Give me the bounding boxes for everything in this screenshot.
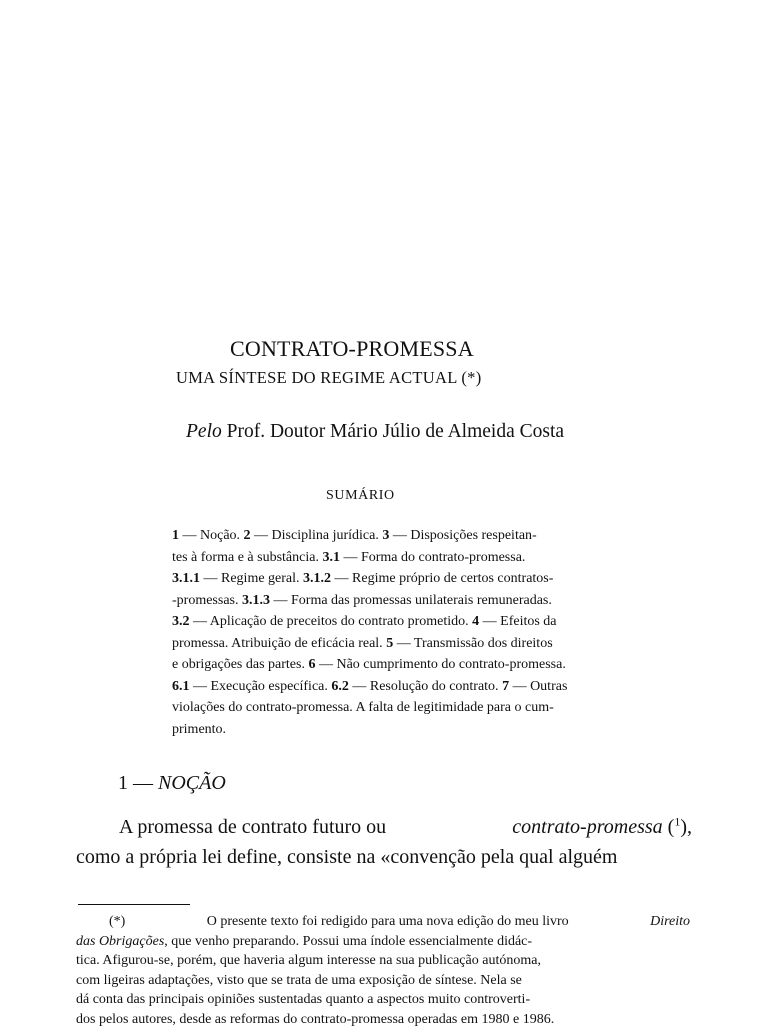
footnote-line	[76, 1010, 690, 1029]
summary-text-segment: — Noção.	[179, 525, 244, 547]
footnote-line	[76, 912, 690, 932]
summary-text-segment: -promessas.	[172, 590, 242, 612]
footnote-text: O presente texto foi redigido para uma nova edição do meu livro	[207, 912, 569, 932]
summary-text-segment: — Efeitos da	[479, 611, 556, 633]
section-heading	[118, 772, 226, 795]
summary-text-segment: — Forma do contrato-promessa.	[340, 547, 525, 569]
summary-text-segment: — Outras	[509, 676, 567, 698]
summary-text-segment: — Disposições respeitan-	[389, 525, 536, 547]
summary-line	[172, 654, 656, 676]
summary-text-segment: — Transmissão dos direitos	[393, 633, 552, 655]
summary-line	[172, 547, 656, 569]
summary-text-segment: — Aplicação de preceitos do contrato prometido.	[190, 611, 473, 633]
footnote-line	[76, 951, 690, 971]
footnote-separator	[78, 904, 190, 905]
summary-text-segment: primento.	[172, 719, 226, 741]
body-line	[76, 842, 692, 872]
body-word: como a própria lei define, consiste na «convenção pela qual alguém	[76, 842, 617, 872]
footnote-ref: ($^1$),	[668, 816, 692, 838]
summary-text-segment: — Regime próprio de certos contratos-	[331, 568, 553, 590]
footnote-text: dá conta das principais opiniões sustentadas quanto a aspectos muito controverti-	[76, 990, 530, 1010]
summary-line	[172, 633, 656, 655]
body-word: A promessa de contrato futuro ou	[119, 812, 386, 842]
summary-text-segment: — Execução específica.	[190, 676, 332, 698]
summary-section-number: 3.1	[322, 547, 340, 569]
summary-text-segment: — Forma das promessas unilaterais remuneradas.	[270, 590, 552, 612]
body-italic-term: contrato-promessa	[512, 816, 662, 838]
summary-section-number: 3.1.1	[172, 568, 200, 590]
footnote-text: com ligeiras adaptações, visto que se trata de uma exposição de síntese. Nela se	[76, 971, 522, 991]
summary-section-number: 6	[308, 654, 315, 676]
summary-line	[172, 697, 656, 719]
body-line	[76, 812, 692, 842]
footnote-ref-number: 1	[674, 814, 680, 828]
summary-text-segment: — Disciplina jurídica.	[251, 525, 383, 547]
summary-line	[172, 611, 656, 633]
author-name: Prof. Doutor Mário Júlio de Almeida Costa	[227, 421, 564, 442]
author-line	[186, 421, 564, 443]
section-title: NOÇÃO	[158, 772, 226, 794]
summary-section-number: 4	[472, 611, 479, 633]
footnote	[76, 912, 690, 1029]
body-paragraph	[76, 812, 692, 872]
summary-line	[172, 568, 656, 590]
footnote-italic: Direito	[650, 912, 690, 932]
summary-text-segment: e obrigações das partes.	[172, 654, 308, 676]
summary-text-segment: promessa. Atribuição de eficácia real.	[172, 633, 386, 655]
summary-text	[172, 525, 656, 740]
summary-text-segment: violações do contrato-promessa. A falta de legitimidade para o cum-	[172, 697, 554, 719]
summary-text-segment: tes à forma e à substância.	[172, 547, 322, 569]
summary-section-number: 3.2	[172, 611, 190, 633]
document-title: CONTRATO-PROMESSA	[230, 336, 474, 362]
footnote-text: dos pelos autores, desde as reformas do contrato-promessa operadas em 1980 e 1986.	[76, 1010, 554, 1029]
summary-text-segment: — Não cumprimento do contrato-promessa.	[315, 654, 565, 676]
summary-section-number: 5	[386, 633, 393, 655]
body-word-group	[512, 812, 692, 842]
summary-heading: SUMÁRIO	[326, 488, 395, 504]
footnote-marker: (*)	[109, 912, 125, 932]
summary-text-segment: — Regime geral.	[200, 568, 303, 590]
author-prefix: Pelo	[186, 421, 222, 442]
summary-section-number: 3.1.3	[242, 590, 270, 612]
footnote-line	[76, 971, 690, 991]
summary-line	[172, 676, 656, 698]
summary-section-number: 3.1.2	[303, 568, 331, 590]
summary-section-number: 2	[244, 525, 251, 547]
summary-section-number: 6.2	[331, 676, 349, 698]
summary-text-segment: — Resolução do contrato.	[349, 676, 502, 698]
summary-line	[172, 525, 656, 547]
summary-section-number: 1	[172, 525, 179, 547]
document-subtitle: UMA SÍNTESE DO REGIME ACTUAL (*)	[176, 368, 482, 388]
summary-section-number: 3	[382, 525, 389, 547]
summary-section-number: 6.1	[172, 676, 190, 698]
footnote-text: , que venho preparando. Possui uma índole essencialmente didác-	[164, 932, 532, 952]
summary-section-number: 7	[502, 676, 509, 698]
summary-line	[172, 719, 656, 741]
summary-line	[172, 590, 656, 612]
footnote-italic: das Obrigações	[76, 932, 164, 952]
footnote-line	[76, 932, 690, 952]
footnote-text: tica. Afigurou-se, porém, que haveria algum interesse na sua publicação autónoma,	[76, 951, 541, 971]
section-number: 1 —	[118, 772, 153, 794]
footnote-line	[76, 990, 690, 1010]
